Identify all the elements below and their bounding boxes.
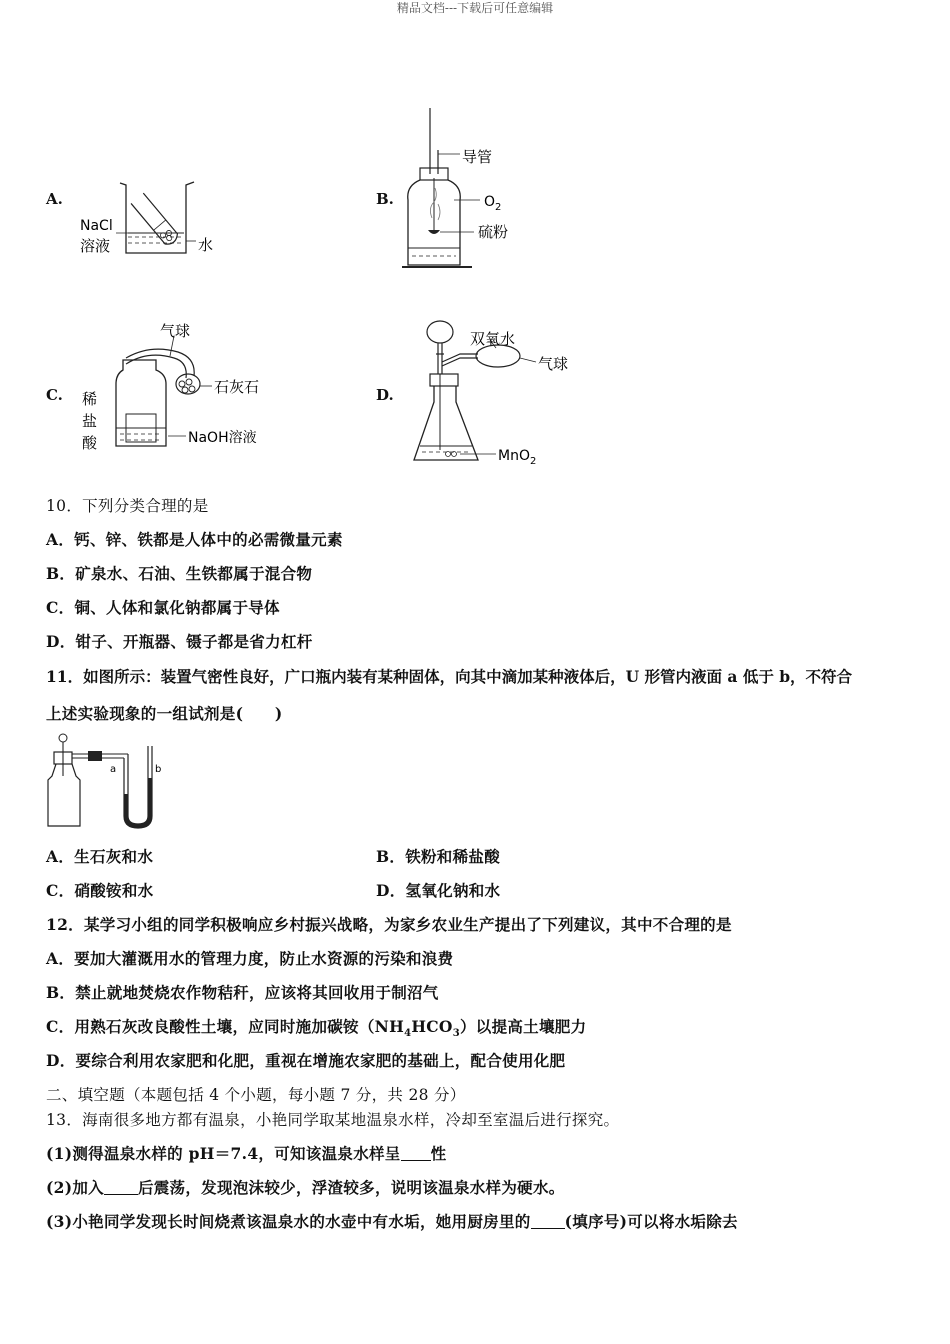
acid-label-3: 酸	[82, 434, 98, 452]
solution-label: 溶液	[80, 237, 111, 255]
q10-option-b: B．矿泉水、石油、生铁都属于混合物	[46, 564, 313, 583]
acid-label-1: 稀	[82, 390, 98, 408]
q11-option-d: D．氢氧化钠和水	[376, 881, 501, 900]
limestone-label: 石灰石	[214, 378, 260, 396]
q11-stem-line1: 11．如图所示：装置气密性良好，广口瓶内装有某种固体，向其中滴加某种液体后，U 形管内液面 a 低于 b，不符合	[46, 667, 853, 686]
q9-option-a-label: A.	[46, 190, 63, 208]
q12-option-c: C．用熟石灰改良酸性土壤，应同时施加碳铵$(NH_4HCO_3)$以提高土壤肥力	[46, 1017, 587, 1040]
q11-stem-line2: 上述实验现象的一组试剂是( )	[46, 704, 283, 723]
naoh-label: NaOH溶液	[188, 430, 257, 446]
balloon-label-d: 气球	[538, 355, 569, 373]
u-tube-a-label: a	[110, 764, 117, 775]
acid-label-2: 盐	[82, 412, 98, 430]
beaker-figure-a	[78, 175, 228, 260]
balloon-label-c: 气球	[160, 322, 191, 340]
page-header: 精品文档---下载后可任意编辑	[396, 1, 554, 15]
q12-option-b: B．禁止就地焚烧农作物秸秆，应该将其回收用于制沼气	[46, 983, 439, 1002]
q11-option-a: A．生石灰和水	[46, 847, 154, 866]
u-tube-figure	[44, 732, 174, 828]
o2-label: $O_2$	[484, 194, 502, 213]
q10-stem: 10．下列分类合理的是	[46, 497, 209, 515]
jar-figure-c	[78, 318, 278, 458]
u-tube-b-label: b	[155, 764, 162, 775]
mno2-label: MnO$_2$	[498, 448, 537, 467]
q11-option-c: C．硝酸铵和水	[46, 881, 154, 900]
nacl-label: NaCl	[80, 218, 113, 234]
q10-option-c: C．铜、人体和氯化钠都属于导体	[46, 598, 280, 617]
q11-option-b: B．铁粉和稀盐酸	[376, 847, 501, 866]
answer-blank-3[interactable]	[531, 1213, 565, 1229]
h2o2-label: 双氧水	[470, 330, 516, 348]
q10-option-a: A．钙、锌、铁都是人体中的必需微量元素	[46, 530, 343, 549]
section-2-title: 二、填空题（本题包括 4 个小题，每小题 7 分，共 28 分）	[46, 1086, 466, 1104]
q9-option-c-label: C.	[46, 386, 63, 404]
tube-label: 导管	[462, 148, 493, 166]
q13-part-1: (1)测得温泉水样的 pH＝7.4，可知该温泉水样呈 性	[46, 1144, 447, 1163]
q12-option-a: A．要加大灌溉用水的管理力度，防止水资源的污染和浪费	[46, 949, 454, 968]
answer-blank-1[interactable]	[401, 1145, 431, 1161]
q12-option-d: D．要综合利用农家肥和化肥，重视在增施农家肥的基础上，配合使用化肥	[46, 1051, 566, 1070]
jar-figure-b	[398, 108, 528, 273]
q12-stem: 12．某学习小组的同学积极响应乡村振兴战略，为家乡农业生产提出了下列建议，其中不合理的是	[46, 915, 732, 934]
q13-part-3: (3)小艳同学发现长时间烧煮该温泉水的水壶中有水垢，她用厨房里的 (填序号)可以将水垢除去	[46, 1212, 738, 1231]
q9-option-d-label: D.	[376, 386, 394, 404]
answer-blank-2[interactable]	[104, 1179, 138, 1195]
flask-figure-d	[400, 318, 590, 468]
q9-option-b-label: B.	[376, 190, 394, 208]
q13-stem: 13．海南很多地方都有温泉，小艳同学取某地温泉水样，冷却至室温后进行探究。	[46, 1111, 620, 1129]
q13-part-2: (2)加入 后震荡，发现泡沫较少，浮渣较多，说明该温泉水样为硬水。	[46, 1178, 565, 1197]
q10-option-d: D．钳子、开瓶器、镊子都是省力杠杆	[46, 632, 313, 651]
sulfur-label: 硫粉	[478, 223, 509, 241]
water-label: 水	[198, 236, 214, 254]
